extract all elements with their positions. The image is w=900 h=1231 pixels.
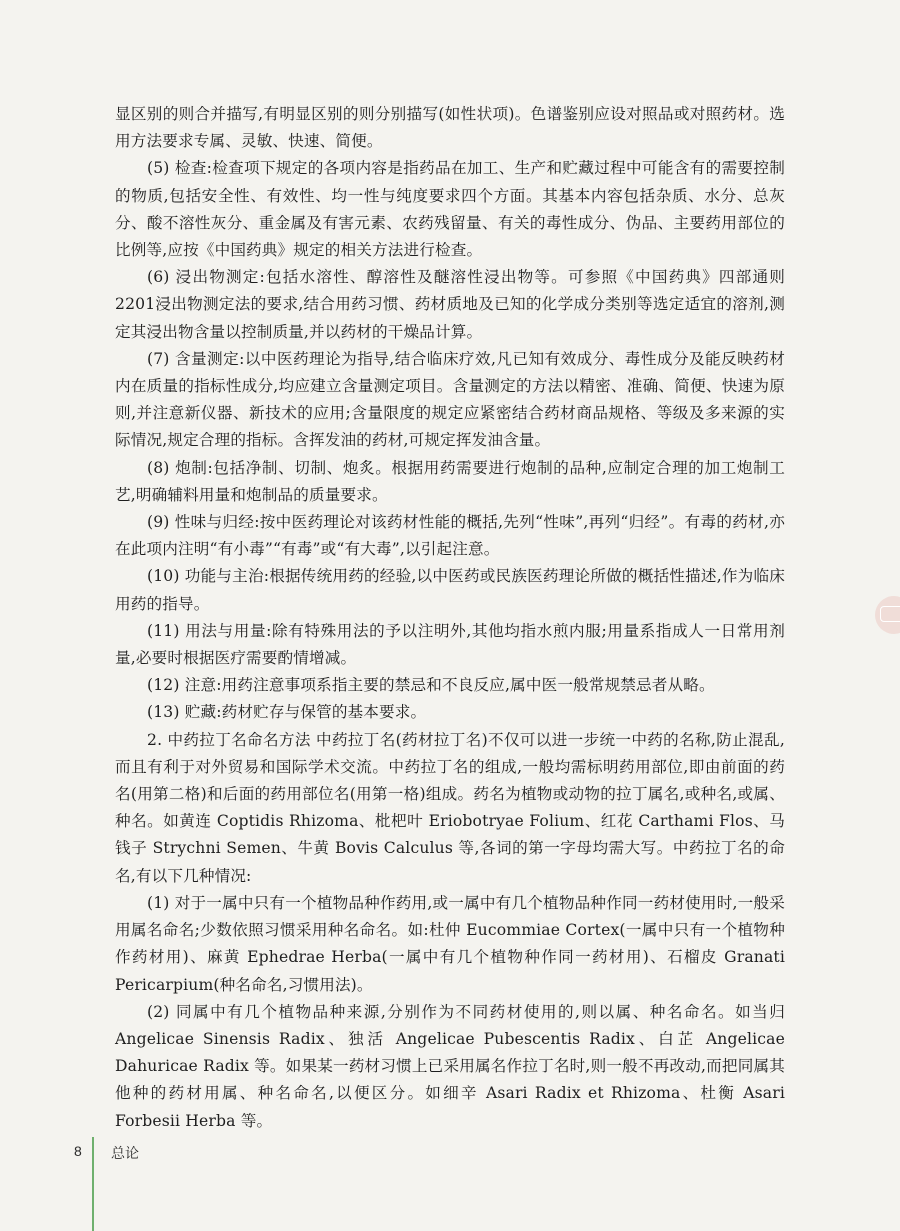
paragraph-nature-meridian: (9) 性味与归经:按中医药理论对该药材性能的概括,先列“性味”,再列“归经”。有毒的药材,亦在此项内注明“有小毒”“有毒”或“有大毒”,以引起注意。 <box>115 513 785 559</box>
paragraph-inspection: (5) 检查:检查项下规定的各项内容是指药品在加工、生产和贮藏过程中可能含有的需要控制的物质,包括安全性、有效性、均一性与纯度要求四个方面。其基本内容包括杂质、水分、总灰分、酸不溶性灰分、重金属及有害元素、农药残留量、有关的毒性成分、伪品、主要药用部位的比例等,应按《中国药典》规定的相关方法进行检查。 <box>115 159 785 260</box>
paragraph-content-determination: (7) 含量测定:以中医药理论为指导,结合临床疗效,凡已知有效成分、毒性成分及能反映药材内在质量的指标性成分,均应建立含量测定项目。含量测定的方法以精密、准确、简便、快速为原则,并注意新仪器、新技术的应用;含量限度的规定应紧密结合药材商品规格、等级及多来源的实际情况,规定合理的指标。含挥发油的药材,可规定挥发油含量。 <box>115 349 785 450</box>
paragraph-extract-determination: (6) 浸出物测定:包括水溶性、醇溶性及醚溶性浸出物等。可参照《中国药典》四部通则2201浸出物测定法的要求,结合用药习惯、药材质地及已知的化学成分类别等选定适宜的溶剂,测定其浸出物含量以控制质量,并以药材的干燥品计算。 <box>115 268 785 341</box>
page-number: 8 <box>74 1143 82 1159</box>
paragraph-processing: (8) 炮制:包括净制、切制、炮炙。根据用药需要进行炮制的品种,应制定合理的加工炮制工艺,明确辅料用量和炮制品的质量要求。 <box>115 458 785 504</box>
paragraph-storage: (13) 贮藏:药材贮存与保管的基本要求。 <box>147 703 427 722</box>
page-body <box>115 101 785 1135</box>
footer-rule <box>92 1137 94 1231</box>
paragraph-function-indication: (10) 功能与主治:根据传统用药的经验,以中医药或民族医药理论所做的概括性描述,作为临床用药的指导。 <box>115 567 785 613</box>
paragraph-usage-dosage: (11) 用法与用量:除有特殊用法的予以注明外,其他均指水煎内服;用量系指成人一日常用剂量,必要时根据医疗需要酌情增减。 <box>115 621 785 668</box>
running-title: 总论 <box>111 1146 139 1162</box>
paragraph-latin-naming: 2. 中药拉丁名命名方法 中药拉丁名(药材拉丁名)不仅可以进一步统一中药的名称,防止混乱,而且有利于对外贸易和国际学术交流。中药拉丁名的组成,一般均需标明药用部位,即由前面的药名(用第二格)和后面的药用部位名(用第一格)组成。药名为植物或动物的拉丁属名,或种名,或属、种名。如黄连 Coptidis Rhizoma、枇杷叶 Eriobotryae Folium、红花 Carthami Flos、马钱子 Strychni Semen、牛黄 Bovis Calculus 等,各词的第一字母均需大写。中药拉丁名的命名,有以下几种情况: <box>115 730 785 885</box>
paragraph-precautions: (12) 注意:用药注意事项系指主要的禁忌和不良反应,属中医一般常规禁忌者从略。 <box>147 676 715 695</box>
paragraph-continuation: 显区别的则合并描写,有明显区别的则分别描写(如性状项)。色谱鉴别应设对照品或对照药材。选用方法要求专属、灵敏、快速、简便。 <box>115 105 785 151</box>
paragraph-latin-naming-case-1: (1) 对于一属中只有一个植物品种作药用,或一属中有几个植物品种作同一药材使用时,一般采用属名命名;少数依照习惯采用种名命名。如:杜仲 Eucommiae Cortex(一属中只有一个植物种作药材用)、麻黄 Ephedrae Herba(一属中有几个植物种作同一药材用)、石榴皮 Granati Pericarpium(种名命名,习惯用法)。 <box>115 893 785 994</box>
paragraph-latin-naming-case-2: (2) 同属中有几个植物品种来源,分别作为不同药材使用的,则以属、种名命名。如当归 Angelicae Sinensis Radix、独活 Angelicae Pubescentis Radix、白芷 Angelicae Dahuricae Radix 等。如果某一药材习惯上已采用属名作拉丁名时,则一般不再改动,而把同属其他种的药材用属、种名命名,以便区分。如细辛 Asari Radix et Rhizoma、杜衡 Asari Forbesii Herba 等。 <box>115 1002 785 1130</box>
side-tab-marker <box>875 596 900 634</box>
side-tab-marker-glyph <box>880 606 900 622</box>
